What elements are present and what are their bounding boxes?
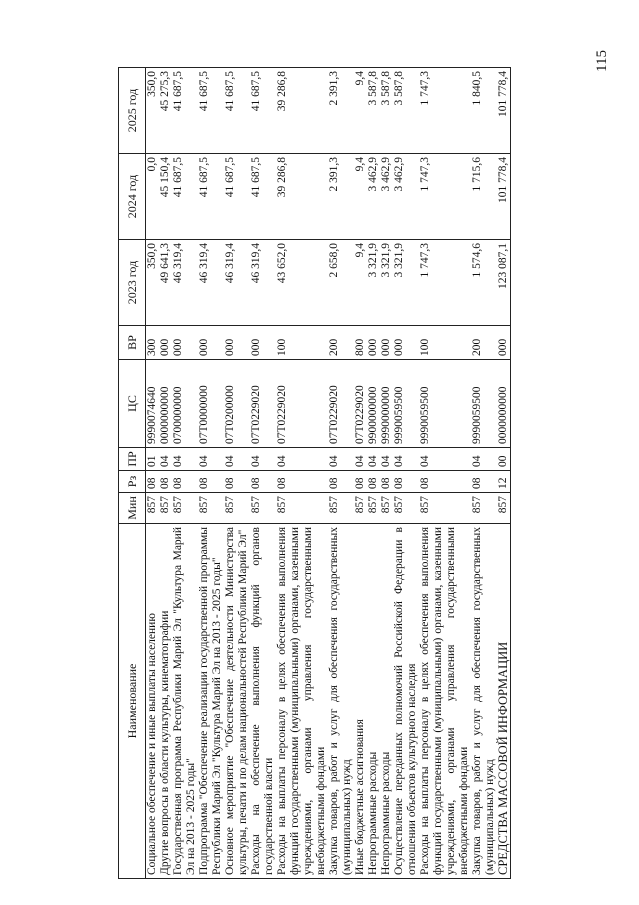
cell-pr: 04 [250,448,276,471]
table-row [146,68,160,879]
table-row [419,68,471,879]
cell-vr: 000 [198,326,224,360]
table-row [276,68,328,879]
cell-vr: 000 [497,326,511,360]
cell-vr: 200 [328,326,354,360]
cell-pr: 04 [276,448,328,471]
table-row [328,68,354,879]
cell-name: Социальное обеспечение и иные выплаты населению [146,524,160,879]
cell-min: 857 [419,493,471,524]
cell-y2023: 3 321,9 [380,240,393,326]
col-header-pr: ПР [119,448,146,471]
cell-y2024: 3 462,9 [380,154,393,240]
cell-y2025: 1 747,3 [419,68,471,154]
cell-y2025: 41 687,5 [250,68,276,154]
cell-cs: 0700000000 [172,360,198,448]
cell-vr: 000 [393,326,419,360]
cell-cs: 9900000000 [367,360,380,448]
cell-pr: 04 [198,448,224,471]
cell-cs: 07Т0229020 [328,360,354,448]
cell-y2025: 2 391,3 [328,68,354,154]
cell-min: 857 [198,493,224,524]
cell-cs: 9990059500 [471,360,497,448]
cell-min: 857 [250,493,276,524]
col-header-cs: ЦС [119,360,146,448]
col-header-name: Наименование [119,524,146,879]
cell-vr: 000 [172,326,198,360]
cell-y2023: 9,4 [354,240,367,326]
cell-pr: 04 [224,448,250,471]
cell-vr: 000 [159,326,172,360]
col-header-2024: 2024 год [119,154,146,240]
cell-y2024: 41 687,5 [198,154,224,240]
cell-y2023: 3 321,9 [367,240,380,326]
cell-cs: 0000000000 [159,360,172,448]
cell-y2023: 123 087,1 [497,240,511,326]
table-row [159,68,172,879]
cell-pr: 04 [354,448,367,471]
table-row [393,68,419,879]
cell-rz: 08 [159,471,172,493]
cell-pr: 01 [146,448,160,471]
cell-y2024: 45 150,4 [159,154,172,240]
cell-name: Государственная программа Республики Марий Эл "Культура Марий Эл на 2013 - 2025 годы" [172,524,198,879]
cell-vr: 300 [146,326,160,360]
cell-y2025: 3 587,8 [393,68,419,154]
cell-cs: 07Т0000000 [198,360,224,448]
cell-y2025: 41 687,5 [224,68,250,154]
cell-name: Расходы на выплаты персоналу в целях обеспечения выполнения функций государственными (муниципальными) органами, казенными учреждениями, органами управления государственными внебюджетными фондами [419,524,471,879]
cell-name: СРЕДСТВА МАССОВОЙ ИНФОРМАЦИИ [497,524,511,879]
cell-y2023: 46 319,4 [198,240,224,326]
cell-rz: 08 [172,471,198,493]
cell-rz: 08 [198,471,224,493]
cell-rz: 08 [276,471,328,493]
cell-y2023: 3 321,9 [393,240,419,326]
cell-min: 857 [393,493,419,524]
cell-pr: 04 [159,448,172,471]
cell-y2025: 9,4 [354,68,367,154]
cell-y2024: 9,4 [354,154,367,240]
cell-y2024: 1 715,6 [471,154,497,240]
table-row [354,68,367,879]
cell-y2024: 41 687,5 [172,154,198,240]
cell-y2024: 0,0 [146,154,160,240]
table-row [250,68,276,879]
col-header-rz: Рз [119,471,146,493]
cell-rz: 12 [497,471,511,493]
cell-rz: 08 [354,471,367,493]
cell-y2025: 3 587,8 [380,68,393,154]
cell-min: 857 [172,493,198,524]
cell-y2025: 350,0 [146,68,160,154]
cell-pr: 04 [172,448,198,471]
cell-name: Расходы на обеспечение выполнения функций органов государственной власти [250,524,276,879]
cell-rz: 08 [146,471,160,493]
cell-name: Закупка товаров, работ и услуг для обеспечения государственных (муниципальных) нужд [328,524,354,879]
cell-rz: 08 [367,471,380,493]
rotated-page-content [118,68,611,879]
cell-min: 857 [159,493,172,524]
cell-vr: 200 [471,326,497,360]
cell-y2023: 46 319,4 [250,240,276,326]
cell-name: Иные бюджетные ассигнования [354,524,367,879]
cell-name: Закупка товаров, работ и услуг для обеспечения государственных (муниципальных) нужд [471,524,497,879]
cell-cs: 07Т0229020 [250,360,276,448]
cell-y2025: 45 275,3 [159,68,172,154]
cell-y2025: 3 587,8 [367,68,380,154]
cell-pr: 04 [367,448,380,471]
cell-vr: 100 [276,326,328,360]
cell-min: 857 [380,493,393,524]
cell-y2025: 41 687,5 [172,68,198,154]
budget-table [118,67,511,879]
col-header-2025: 2025 год [119,68,146,154]
cell-cs: 0000000000 [497,360,511,448]
cell-y2023: 43 652,0 [276,240,328,326]
cell-pr: 04 [419,448,471,471]
cell-cs: 9990074640 [146,360,160,448]
table-row [380,68,393,879]
cell-rz: 08 [250,471,276,493]
cell-vr: 000 [380,326,393,360]
cell-y2023: 1 747,3 [419,240,471,326]
cell-min: 857 [497,493,511,524]
cell-y2024: 39 286,8 [276,154,328,240]
cell-y2025: 101 778,4 [497,68,511,154]
cell-cs: 9990059500 [419,360,471,448]
cell-min: 857 [224,493,250,524]
cell-y2023: 350,0 [146,240,160,326]
cell-name: Непрограммные расходы [380,524,393,879]
cell-name: Основное мероприятие "Обеспечение деятельности Министерства культуры, печати и по делам национальностей Республики Марий Эл" [224,524,250,879]
cell-y2023: 49 641,3 [159,240,172,326]
col-header-2023: 2023 год [119,240,146,326]
cell-vr: 000 [367,326,380,360]
cell-pr: 04 [380,448,393,471]
cell-min: 857 [354,493,367,524]
cell-rz: 08 [471,471,497,493]
cell-pr: 04 [471,448,497,471]
cell-rz: 08 [419,471,471,493]
cell-cs: 07Т0200000 [224,360,250,448]
cell-min: 857 [146,493,160,524]
cell-rz: 08 [393,471,419,493]
cell-y2023: 46 319,4 [172,240,198,326]
cell-y2023: 1 574,6 [471,240,497,326]
cell-min: 857 [471,493,497,524]
cell-name: Другие вопросы в области культуры, кинематографии [159,524,172,879]
col-header-min: Мин [119,493,146,524]
cell-y2024: 3 462,9 [367,154,380,240]
table-row [198,68,224,879]
table-row [367,68,380,879]
cell-y2024: 101 778,4 [497,154,511,240]
cell-pr: 04 [328,448,354,471]
cell-cs: 9990059500 [393,360,419,448]
cell-y2025: 1 840,5 [471,68,497,154]
cell-y2024: 41 687,5 [224,154,250,240]
cell-cs: 07Т0229020 [276,360,328,448]
cell-y2024: 1 747,3 [419,154,471,240]
cell-name: Расходы на выплаты персоналу в целях обеспечения выполнения функций государственными (муниципальными) органами, казенными учреждениями, органами управления государственными внебюджетными фондами [276,524,328,879]
cell-y2025: 41 687,5 [198,68,224,154]
cell-min: 857 [328,493,354,524]
table-header-row [119,68,146,879]
cell-name: Осуществление переданных полномочий Российской Федерации в отношении объектов культурного наследия [393,524,419,879]
cell-min: 857 [276,493,328,524]
cell-y2024: 3 462,9 [393,154,419,240]
table-row [471,68,497,879]
cell-cs: 07Т0229020 [354,360,367,448]
cell-rz: 08 [224,471,250,493]
cell-pr: 04 [393,448,419,471]
cell-y2024: 41 687,5 [250,154,276,240]
col-header-vr: ВР [119,326,146,360]
cell-vr: 000 [224,326,250,360]
cell-rz: 08 [328,471,354,493]
cell-name: Непрограммные расходы [367,524,380,879]
cell-y2025: 39 286,8 [276,68,328,154]
cell-pr: 00 [497,448,511,471]
cell-name: Подпрограмма "Обеспечение реализации государственной программы Республики Марий Эл "Культура Марий Эл на 2013 - 2025 годы" [198,524,224,879]
cell-min: 857 [367,493,380,524]
cell-y2023: 2 658,0 [328,240,354,326]
cell-vr: 100 [419,326,471,360]
cell-cs: 9990000000 [380,360,393,448]
table-row [172,68,198,879]
cell-y2024: 2 391,3 [328,154,354,240]
table-row [497,68,511,879]
cell-vr: 800 [354,326,367,360]
table-row [224,68,250,879]
cell-rz: 08 [380,471,393,493]
cell-y2023: 46 319,4 [224,240,250,326]
page-number: 115 [594,50,610,72]
cell-vr: 000 [250,326,276,360]
